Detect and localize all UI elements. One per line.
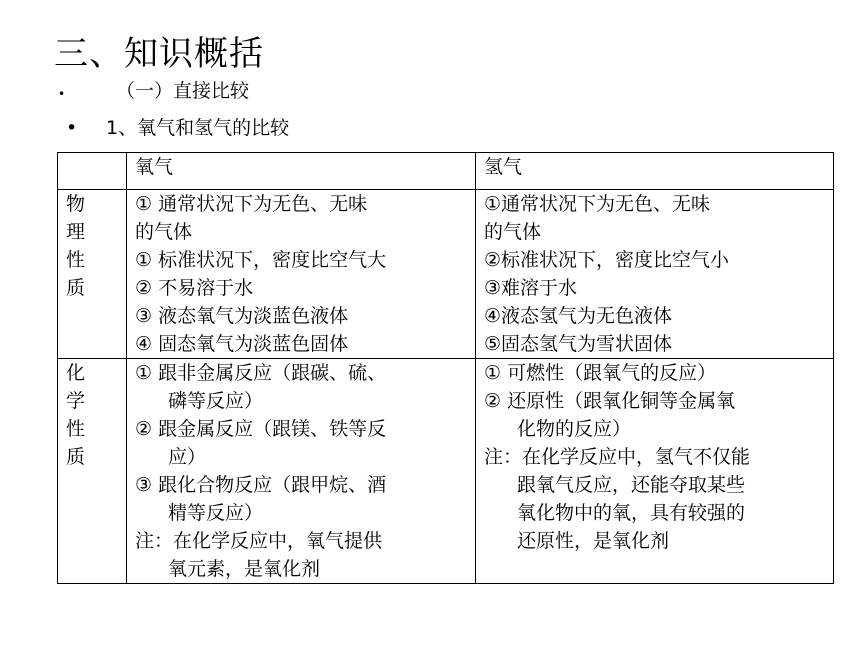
text-line: ③ 液态氧气为淡蓝色液体 [135, 305, 349, 327]
slide-title: 三、知识概括 [54, 34, 264, 74]
row-label-chemical [58, 359, 127, 584]
bullet-text: （一）直接比较 [116, 80, 250, 102]
row-label-char: 质 [66, 446, 86, 468]
text-line: ③ 跟化合物反应（跟甲烷、酒 [135, 474, 387, 496]
text-line: 氧元素，是氧化剂 [168, 558, 321, 580]
text-line: ⑤固态氢气为雪状固体 [484, 333, 673, 355]
header-oxygen: 氧气 [127, 153, 476, 190]
cell-oxygen-physical [127, 190, 476, 359]
row-label-char: 质 [66, 277, 86, 299]
bullet-text: 1、氧气和氢气的比较 [106, 117, 290, 139]
text-line: 氧化物中的氧，具有较强的 [517, 502, 746, 524]
row-label-char: 性 [66, 249, 86, 271]
text-line: ④液态氢气为无色液体 [484, 305, 673, 327]
row-label-char: 学 [66, 390, 86, 412]
text-line: ① 跟非金属反应（跟碳、硫、 [135, 362, 387, 384]
table-row-physical-properties [58, 190, 834, 359]
text-line: ② 还原性（跟氧化铜等金属氧 [484, 390, 736, 412]
row-label-char: 化 [66, 362, 86, 384]
text-line: 注：在化学反应中，氧气提供 [135, 530, 383, 552]
text-line: 化物的反应） [517, 418, 632, 440]
text-line: ② 不易溶于水 [135, 277, 254, 299]
cell-oxygen-chemical [127, 359, 476, 584]
text-line: 跟氧气反应，还能夺取某些 [517, 474, 746, 496]
text-line: ①通常状况下为无色、无味 [484, 193, 711, 215]
row-label-char: 物 [66, 193, 86, 215]
text-line: 注：在化学反应中，氢气不仅能 [484, 446, 751, 468]
row-label-physical [58, 190, 127, 359]
table-row-chemical-properties [58, 359, 834, 584]
header-hydrogen: 氢气 [476, 153, 834, 190]
text-line: 的气体 [484, 221, 542, 243]
bullet-marker: • [66, 117, 78, 139]
cell-hydrogen-physical [476, 190, 834, 359]
row-label-char: 理 [66, 221, 86, 243]
text-line: 的气体 [135, 221, 193, 243]
header-empty-cell [58, 153, 127, 190]
text-line: 还原性，是氧化剂 [517, 530, 670, 552]
text-line: 应） [168, 446, 207, 468]
text-line: ③难溶于水 [484, 277, 578, 299]
row-label-char: 性 [66, 418, 86, 440]
cell-hydrogen-chemical [476, 359, 834, 584]
text-line: ① 通常状况下为无色、无味 [135, 193, 368, 215]
comparison-table [57, 152, 834, 584]
text-line: 精等反应） [168, 502, 264, 524]
text-line: ②标准状况下，密度比空气小 [484, 249, 730, 271]
text-line: ① 标准状况下，密度比空气大 [135, 249, 387, 271]
text-line: ② 跟金属反应（跟镁、铁等反 [135, 418, 387, 440]
text-line: ④ 固态氧气为淡蓝色固体 [135, 333, 349, 355]
bullet-marker: • [58, 87, 66, 101]
text-line: 磷等反应） [168, 390, 264, 412]
text-line: ① 可燃性（跟氧气的反应） [484, 362, 717, 384]
table-header-row [58, 153, 834, 190]
